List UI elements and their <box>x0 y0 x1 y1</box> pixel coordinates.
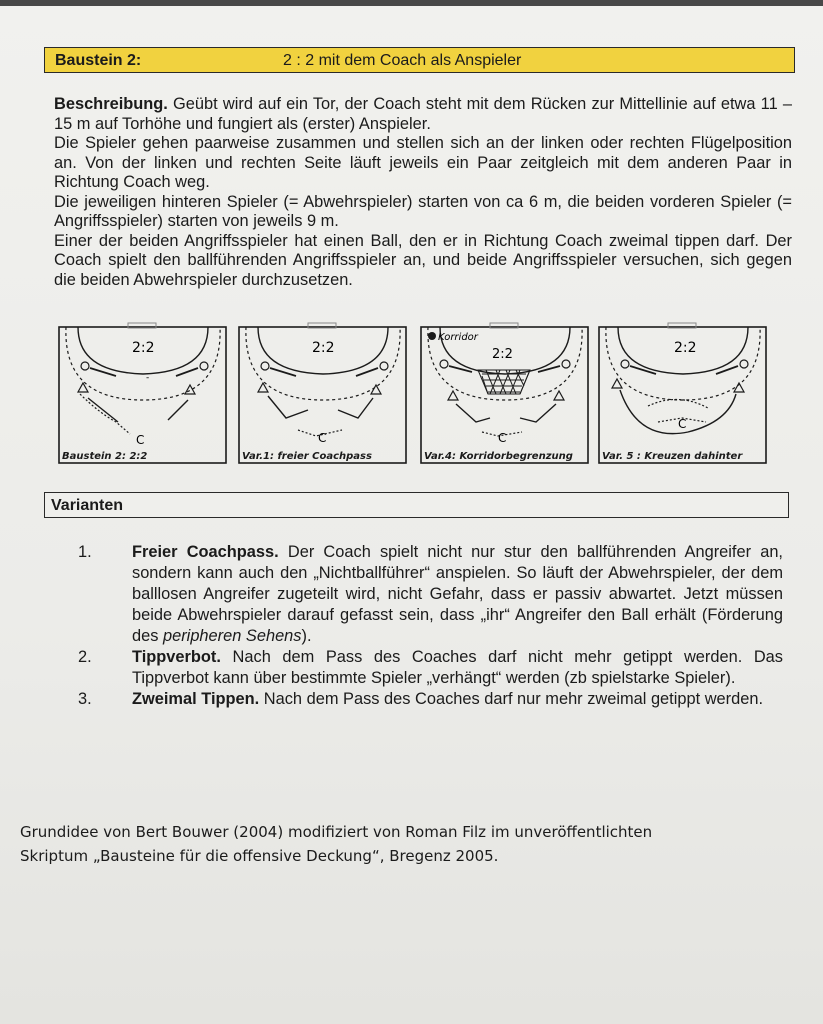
diagram-1-coach: C <box>136 433 145 447</box>
list-item-number: 2. <box>78 648 92 666</box>
diagram-2-caption: Var.1: freier Coachpass <box>242 451 372 462</box>
list-item-text-end: ). <box>301 627 312 645</box>
section-header <box>44 47 795 73</box>
varianten-title: Varianten <box>51 497 124 514</box>
list-item-heading: Freier Coachpass. <box>132 543 279 561</box>
list-item-text: Nach dem Pass des Coaches darf nicht mehr getippt werden. Das Tippverbot kann über bestimmte Spieler „verhängt“ werden (zb spielstarke Spieler). <box>132 648 783 687</box>
svg-text:-: - <box>146 373 150 383</box>
diagram-4-score: 2:2 <box>674 340 697 356</box>
list-item-text: Nach dem Pass des Coaches darf nur mehr zweimal getippt werden. <box>263 690 764 708</box>
list-item-emphasis: peripheren Sehens <box>162 627 302 645</box>
description-p4: Einer der beiden Angriffsspieler hat einen Ball, den er in Richtung Coach zweimal tippen darf. Der Coach spielt den ballführenden Angriffsspieler an, und beide Angriffsspieler versuchen, sich gegen die beiden Abwehrspieler durchzusetzen. <box>54 231 792 289</box>
description-lead: Beschreibung. <box>54 95 168 113</box>
diagram-var1 <box>238 322 408 464</box>
diagram-3-extra: Korridor <box>438 332 478 343</box>
list-item-heading: Zweimal Tippen. <box>132 690 260 708</box>
diagram-1-caption: Baustein 2: 2:2 <box>62 451 148 462</box>
list-item-number: 1. <box>78 543 92 561</box>
list-item <box>78 689 783 710</box>
diagram-1-score: 2:2 <box>132 340 155 356</box>
list-item-heading: Tippverbot. <box>132 648 221 666</box>
diagram-2-coach: C <box>318 431 327 445</box>
description <box>54 95 792 290</box>
varianten-list <box>78 542 783 710</box>
diagram-row <box>58 322 770 464</box>
section-label: Baustein 2: <box>55 52 142 69</box>
diagram-baustein <box>58 322 228 464</box>
diagram-4-coach: C <box>678 417 687 431</box>
varianten-header <box>44 492 789 518</box>
description-p1: Beschreibung. Geübt wird auf ein Tor, der Coach steht mit dem Rücken zur Mittellinie auf etwa 11 – 15 m auf Torhöhe und fungiert als (erster) Anspieler. <box>54 95 792 133</box>
diagram-3-caption: Var.4: Korridorbegrenzung <box>424 451 573 462</box>
credit-line-1: Grundidee von Bert Bouwer (2004) modifiziert von Roman Filz im unveröffentlichten <box>20 823 653 841</box>
diagram-3-coach: C <box>498 431 507 445</box>
description-p3: Die jeweiligen hinteren Spieler (= Abwehrspieler) starten von ca 6 m, die beiden vorderen Spieler (= Angriffsspieler) starten von jeweils 9 m. <box>54 192 792 230</box>
section-title: 2 : 2 mit dem Coach als Anspieler <box>283 52 522 69</box>
list-item <box>78 647 783 689</box>
diagram-3-score: 2:2 <box>492 347 513 362</box>
list-item-text: Der Coach spielt nicht nur stur den ballführenden Angreifer an, sondern kann auch den „Nichtballführer“ anspielen. So läuft der Abwehrspieler, der dem balllosen Angreifer zugeteilt wird, nicht Gefahr, dass er passiv abwartet. Jetzt müssen beide Abwehrspieler darauf gefasst sein, dass „ihr“ Angreifer den Ball erhält (Förderung des <box>132 543 783 645</box>
diagram-2-score: 2:2 <box>312 340 335 356</box>
description-p2: Die Spieler gehen paarweise zusammen und stellen sich an der linken oder rechten Flügelposition an. Von der linken und rechten Seite läuft jeweils ein Paar zeitgleich mit dem anderen Paar in Richtung Coach weg. <box>54 134 792 191</box>
page-top-edge <box>0 0 823 6</box>
diagram-4-caption: Var. 5 : Kreuzen dahinter <box>602 451 743 462</box>
diagram-var4 <box>420 322 590 464</box>
list-item <box>78 542 783 647</box>
list-item-number: 3. <box>78 690 92 708</box>
credit-line-2: Skriptum „Bausteine für die offensive Deckung“, Bregenz 2005. <box>20 847 499 865</box>
diagram-var5 <box>598 322 768 464</box>
credit-note <box>20 820 780 868</box>
